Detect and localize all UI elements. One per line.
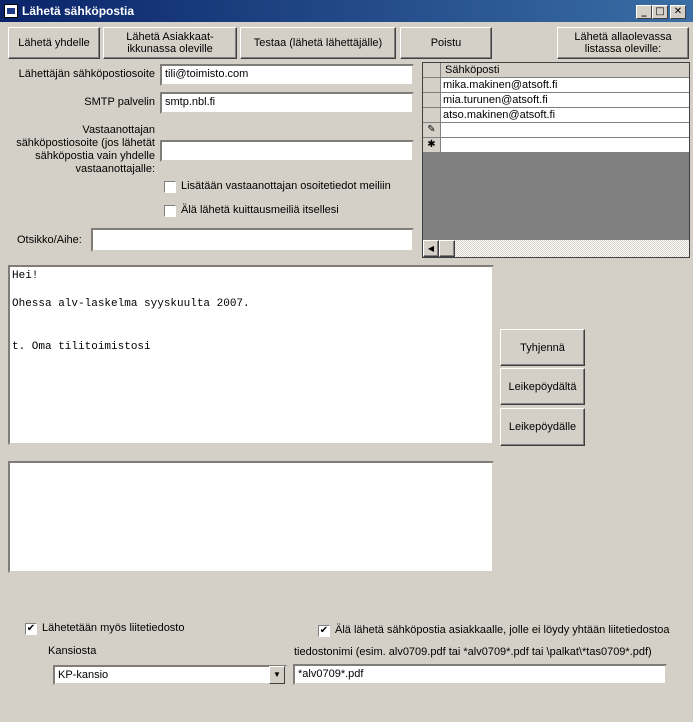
sender-label: Lähettäjän sähköpostiosoite (18, 68, 155, 80)
grid-header[interactable]: Sähköposti (441, 63, 689, 78)
window-title: Lähetä sähköpostia (22, 4, 135, 18)
message-body-textarea[interactable] (8, 265, 494, 445)
send-list-button[interactable]: Lähetä allaolevassa listassa oleville: (557, 27, 689, 59)
test-send-button[interactable]: Testaa (lähetä lähettäjälle) (240, 27, 396, 59)
horizontal-scrollbar[interactable] (423, 240, 689, 257)
subject-label: Otsikko/Aihe: (17, 234, 82, 246)
app-icon[interactable] (4, 4, 18, 18)
folder-select[interactable] (53, 665, 287, 685)
scroll-left-icon[interactable]: ◀ (423, 240, 439, 257)
body-line-greeting: Hei! (12, 270, 39, 282)
grid-row[interactable]: mia.turunen@atsoft.fi (441, 93, 689, 108)
send-attachment-label: Lähetetään myös liitetiedosto (42, 622, 185, 634)
row-selector[interactable] (423, 78, 441, 93)
close-icon[interactable]: ✕ (670, 5, 686, 19)
filename-label: tiedostonimi (esim. alv0709.pdf tai *alv0709*.pdf tai \palkat\*tas0709*.pdf) (294, 646, 652, 658)
folder-select-value: KP-kansio (58, 669, 109, 681)
no-receipt-label: Älä lähetä kuittausmeiliä itsellesi (181, 204, 339, 216)
grid-row[interactable]: mika.makinen@atsoft.fi (441, 78, 689, 93)
maximize-icon[interactable]: □ (652, 5, 668, 19)
secondary-textarea[interactable] (8, 461, 494, 573)
scroll-thumb[interactable] (439, 240, 455, 257)
smtp-label: SMTP palvelin (84, 96, 155, 108)
send-one-button[interactable]: Lähetä yhdelle (8, 27, 100, 59)
chevron-down-icon[interactable]: ▼ (269, 666, 285, 684)
grid-row[interactable]: atso.makinen@atsoft.fi (441, 108, 689, 123)
grid-row-new[interactable] (441, 138, 689, 153)
smtp-input[interactable]: smtp.nbl.fi (160, 92, 414, 114)
folder-label: Kansiosta (48, 645, 97, 657)
body-line-signature: t. Oma tilitoimistosi (12, 341, 151, 353)
minimize-icon[interactable]: _ (636, 5, 652, 19)
send-customers-button[interactable]: Lähetä Asiakkaat-ikkunassa oleville (103, 27, 237, 59)
body-line-content: Ohessa alv-laskelma syyskuulta 2007. (12, 298, 250, 310)
add-recipient-info-label: Lisätään vastaanottajan osoitetiedot meiliin (181, 180, 391, 192)
row-selector[interactable] (423, 93, 441, 108)
filename-input[interactable]: *alv0709*.pdf (293, 664, 667, 685)
no-send-if-missing-checkbox[interactable]: ✔ (319, 625, 329, 636)
sender-email-input[interactable]: tili@toimisto.com (160, 64, 414, 86)
paste-from-clipboard-button[interactable]: Leikepöydältä (500, 368, 585, 405)
send-attachment-checkbox[interactable]: ✔ (26, 623, 36, 634)
copy-to-clipboard-button[interactable]: Leikepöydälle (500, 408, 585, 446)
email-grid[interactable] (422, 62, 690, 258)
grid-row-editing[interactable] (441, 123, 689, 138)
edit-row-icon[interactable]: ✎ (423, 123, 441, 138)
recipient-email-input[interactable] (160, 140, 414, 162)
quit-button[interactable]: Poistu (400, 27, 492, 59)
subject-input[interactable] (91, 228, 414, 252)
new-row-icon[interactable]: ✱ (423, 138, 441, 153)
recipient-label: Vastaanottajan sähköpostiosoite (jos lähetät sähköpostia vain yhdelle vastaanottajalle: (16, 124, 155, 175)
add-recipient-info-checkbox[interactable] (164, 181, 176, 193)
grid-corner[interactable] (423, 63, 441, 78)
clear-button[interactable]: Tyhjennä (500, 329, 585, 366)
no-receipt-checkbox[interactable] (164, 205, 176, 217)
row-selector[interactable] (423, 108, 441, 123)
no-send-if-missing-label: Älä lähetä sähköpostia asiakkaalle, jolle ei löydy yhtään liitetiedostoa (335, 624, 670, 636)
